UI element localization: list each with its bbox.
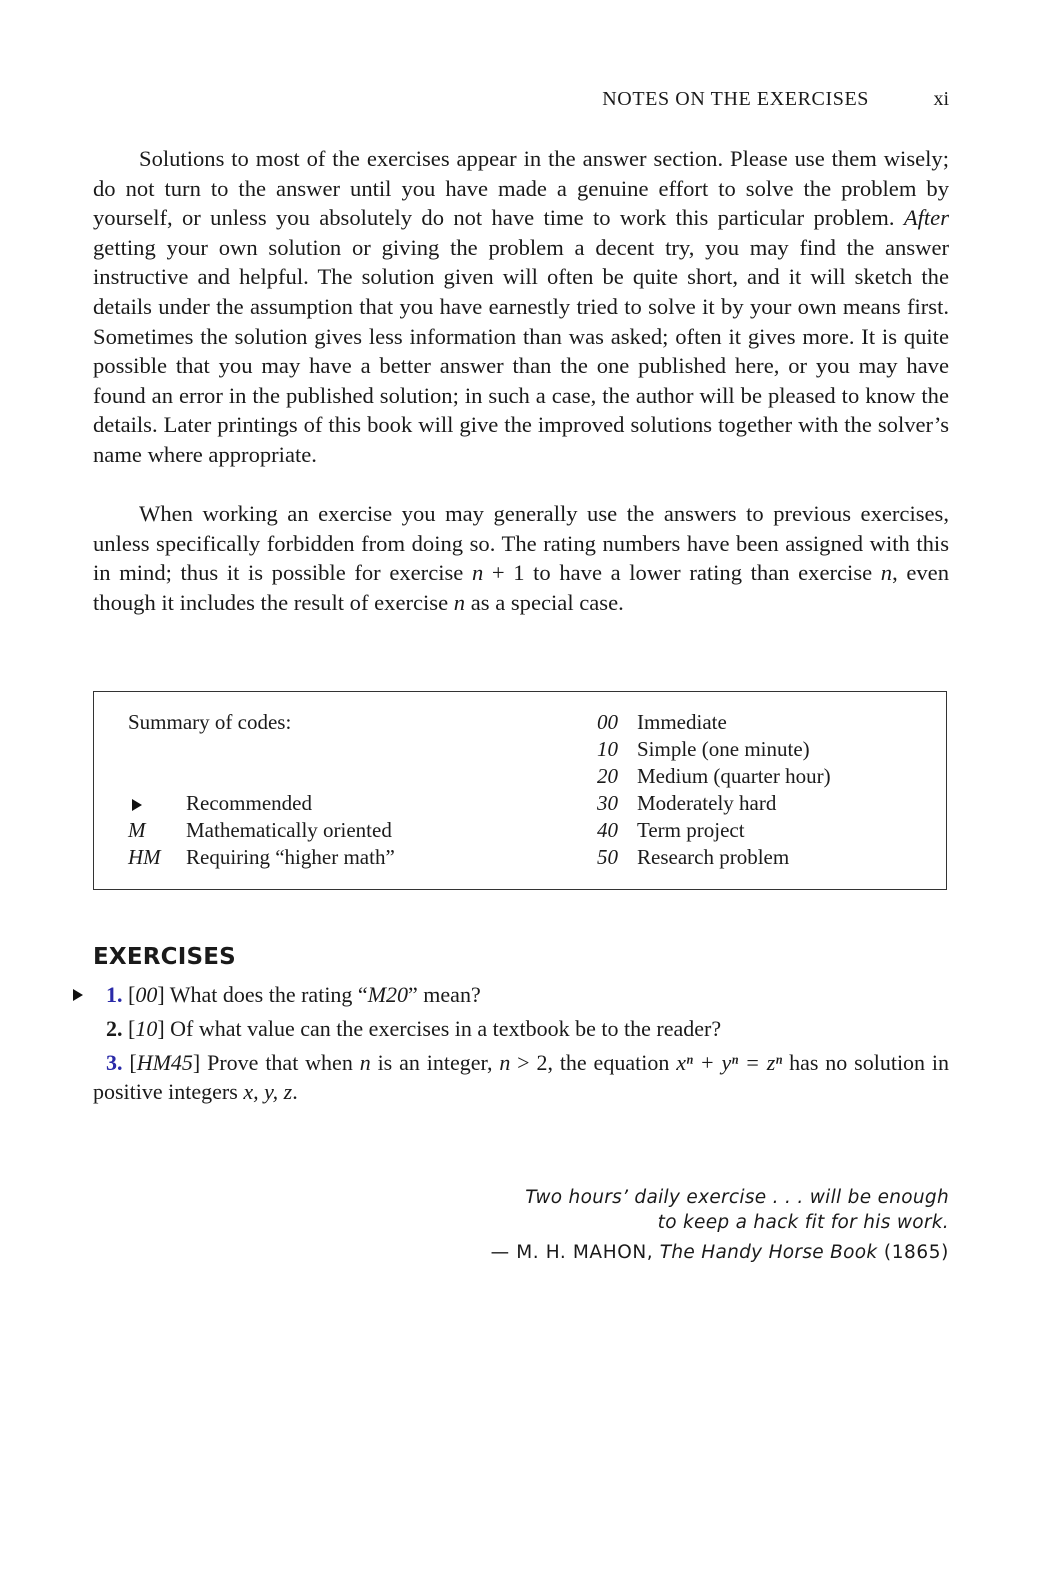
rating-code: 10 (597, 737, 618, 761)
epigraph-quote-line: to keep a hack fit for his work. (657, 1212, 949, 1233)
source-title: The Handy Horse Book (659, 1242, 878, 1263)
epigraph (491, 1185, 949, 1263)
exercise-text: Prove that when n is an integer, n > 2, the equation xⁿ + yⁿ = zⁿ has no solution in positive integers x, y, z. (93, 1050, 950, 1104)
paragraph-working-exercises (93, 499, 949, 617)
math-variable: n (453, 589, 466, 615)
rating-code: 50 (597, 845, 618, 869)
codes-summary-box (93, 691, 947, 890)
epigraph-quote-line: Two hours’ daily exercise . . . will be enough (525, 1187, 949, 1208)
rating-label: Moderately hard (637, 791, 777, 815)
exercise-number-link[interactable]: 3. (106, 1050, 123, 1075)
code-symbol: M (128, 818, 146, 842)
paragraph-text: as a special case. (465, 589, 624, 615)
math-variable: n (880, 560, 893, 586)
rating-code: 00 (597, 710, 618, 734)
epigraph-attribution: — M. H. MAHON, The Handy Horse Book (1865) (490, 1242, 949, 1263)
exercise-text: What does the rating “M20” mean? (169, 982, 481, 1007)
exercise-number: 2. (106, 1016, 123, 1041)
rating-code: 20 (597, 764, 618, 788)
rating-label: Research problem (637, 845, 790, 869)
triangle-marker-icon (128, 791, 178, 816)
exercise-text: Of what value can the exercises in a textbook be to the reader? (170, 1016, 722, 1041)
code-label: Mathematically oriented (186, 818, 392, 842)
rating-label: Simple (one minute) (637, 737, 810, 761)
exercise-item (93, 1015, 949, 1044)
math-variable: n (471, 560, 484, 586)
equation: xⁿ + yⁿ = zⁿ (676, 1050, 783, 1075)
codes-summary-title: Summary of codes: (128, 710, 292, 734)
paragraph-text: Solutions to most of the exercises appear in the answer section. Please use them wisely; do not turn to the answer until you have made a genuine effort to solve the problem by yourself, or unless you absolutely do not have time to work this particular problem. (93, 146, 949, 231)
paragraph-text: + 1 to have a lower rating than exercise (483, 560, 881, 586)
exercise-rating: [10] (128, 1016, 165, 1041)
emphasis-text: After (903, 205, 949, 231)
recommended-triangle-icon (73, 989, 83, 1001)
paragraph-text: When working an exercise you may generally use the answers to previous exercises, unless specifically forbidden from doing so. The rating numbers have been assigned with this in mind; thus it is possible for exercise (93, 501, 949, 586)
running-head-title: NOTES ON THE EXERCISES (602, 88, 869, 110)
exercise-number-link[interactable]: 1. (106, 982, 123, 1007)
paragraph-text: getting your own solution or giving the problem a decent try, you may find the answer instructive and helpful. The solution given will often be quite short, and it will sketch the details under the assumption that you have earnestly tried to solve it by your own means first. Sometimes the solution gives less information than was asked; often it gives more. It is quite possible that you may have a better answer than the one published here, or you may have found an error in the published solution; in such a case, the author will be pleased to know the details. Later printings of this book will give the improved solutions together with the solver’s name where appropriate. (93, 234, 949, 467)
rating-label: Term project (637, 818, 745, 842)
exercise-item (93, 981, 949, 1010)
running-head (93, 88, 949, 114)
rating-code: 30 (597, 791, 618, 815)
exercises-heading: EXERCISES (93, 944, 236, 970)
page-number: xi (933, 88, 949, 110)
exercise-rating: [HM45] (129, 1050, 201, 1075)
code-symbol: HM (128, 845, 161, 869)
code-label: Recommended (186, 791, 312, 815)
exercise-item (93, 1049, 949, 1106)
paragraph-text: , even though it includes the result of exercise (93, 560, 949, 615)
rating-label: Immediate (637, 710, 727, 734)
code-label: Requiring “higher math” (186, 845, 395, 869)
rating-label: Medium (quarter hour) (637, 764, 831, 788)
paragraph-solutions (93, 144, 949, 470)
rating-code: 40 (597, 818, 618, 842)
exercise-rating: [00] (128, 982, 165, 1007)
